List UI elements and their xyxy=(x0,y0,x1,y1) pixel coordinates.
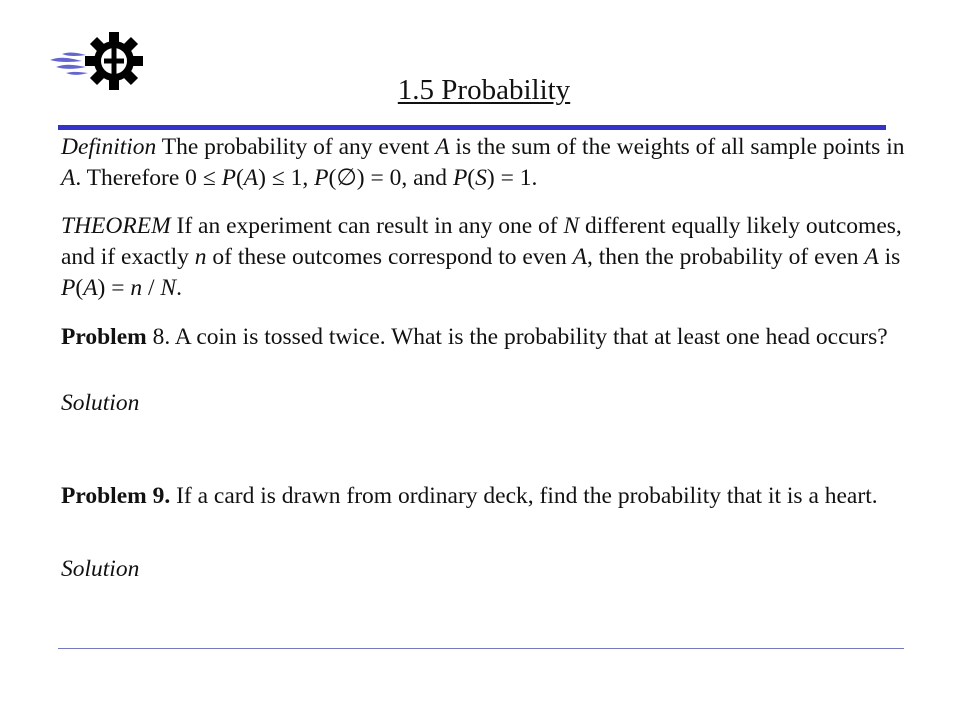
title-underline-rule xyxy=(58,125,886,130)
theorem-text: , then the probability of even xyxy=(586,244,865,270)
math-var: N xyxy=(160,275,177,301)
definition-text: ) xyxy=(258,165,272,191)
problem-9-solution-label: Solution xyxy=(61,556,140,582)
math-var: A xyxy=(83,275,98,301)
theorem-text: different equally likely outcomes, and if exactly xyxy=(61,213,902,270)
bottom-divider-rule xyxy=(58,648,904,649)
theorem-text: is xyxy=(878,244,901,270)
math-var: P xyxy=(221,165,236,191)
definition-text: ( xyxy=(467,165,476,191)
theorem-text: ( xyxy=(75,275,84,301)
slide-title: 1.5 Probability xyxy=(397,74,571,106)
definition-text: ( xyxy=(235,165,244,191)
problem-8-label: Problem xyxy=(61,324,147,350)
problem-9-text: If a card is drawn from ordinary deck, find the probability that it is a heart. xyxy=(170,483,878,509)
math-var: P xyxy=(314,165,329,191)
theorem-paragraph xyxy=(61,211,921,304)
theorem-label: THEOREM xyxy=(61,213,171,239)
math-var: n xyxy=(130,275,143,301)
problem-8-solution-label: Solution xyxy=(61,390,140,416)
definition-text: 1, xyxy=(284,165,315,191)
problem-8-paragraph xyxy=(61,322,921,353)
definition-text: . Therefore 0 xyxy=(75,165,203,191)
definition-label: Definition xyxy=(61,134,157,160)
theorem-text: / xyxy=(142,275,161,301)
theorem-text: ) = xyxy=(97,275,131,301)
definition-text: ( xyxy=(328,165,337,191)
math-var: A xyxy=(572,244,587,270)
definition-text: ) = 1. xyxy=(486,165,538,191)
definition-text: is the sum of the weights of all sample points in xyxy=(449,134,905,160)
definition-paragraph xyxy=(61,132,921,194)
definition-text: ) = 0, and xyxy=(356,165,453,191)
math-var: N xyxy=(563,213,580,239)
theorem-text: If an experiment can result in any one of xyxy=(170,213,564,239)
problem-9-paragraph xyxy=(61,483,921,509)
le-symbol: ≤ xyxy=(202,165,216,191)
math-var: A xyxy=(243,165,259,191)
math-var: S xyxy=(475,165,487,191)
math-var: A xyxy=(435,134,450,160)
math-var: A xyxy=(61,165,76,191)
math-var: P xyxy=(61,275,76,301)
le-symbol: ≤ xyxy=(271,165,285,191)
theorem-text: . xyxy=(176,275,182,301)
problem-8-text: 8. A coin is tossed twice. What is the probability that at least one head occurs? xyxy=(146,324,888,350)
math-var: n xyxy=(194,244,207,270)
definition-text: The probability of any event xyxy=(156,134,436,160)
empty-set-symbol: ∅ xyxy=(336,165,357,191)
theorem-text: of these outcomes correspond to even xyxy=(206,244,573,270)
problem-9-label: Problem 9. xyxy=(61,483,171,509)
math-var: A xyxy=(864,244,879,270)
math-var: P xyxy=(452,165,468,191)
